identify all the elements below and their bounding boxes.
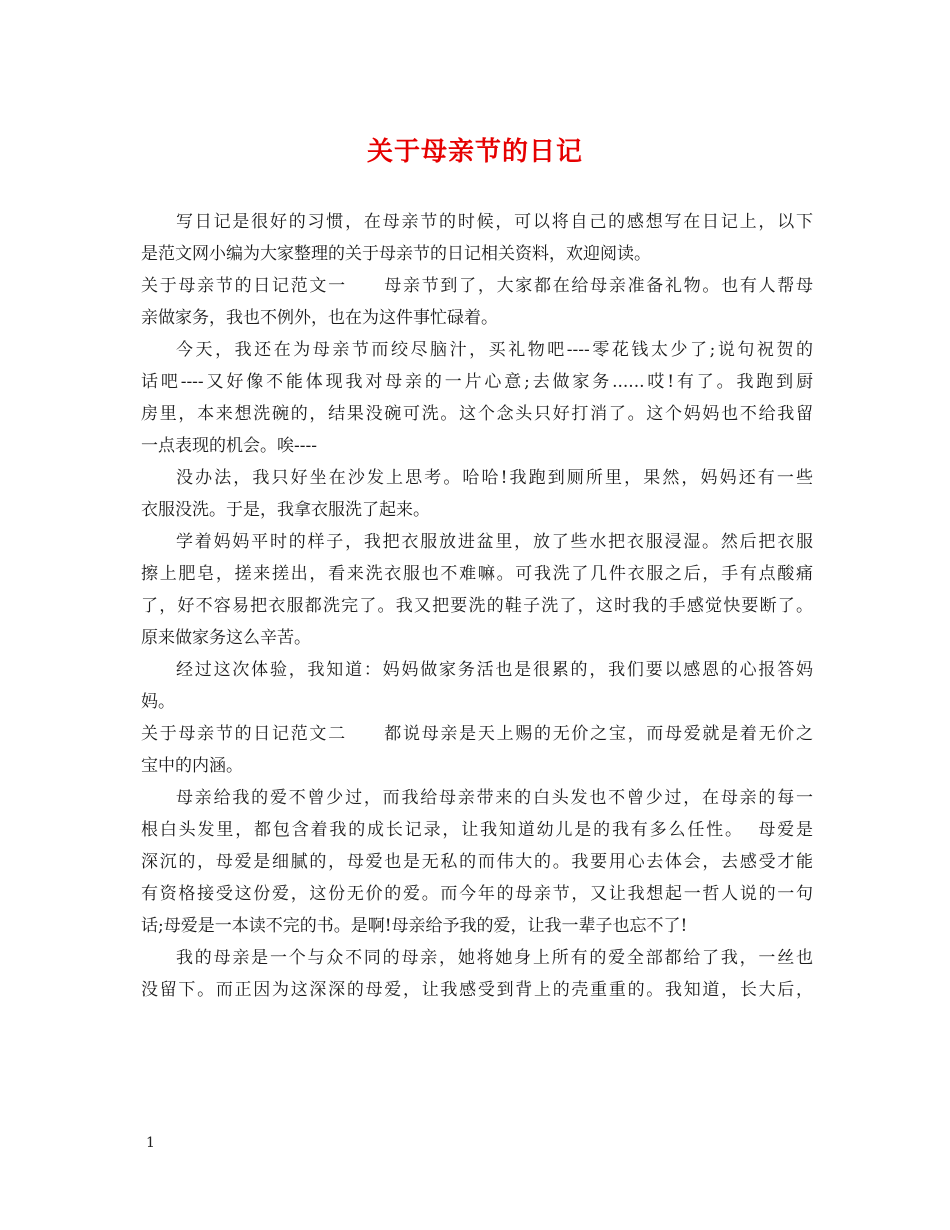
text-line: 学着妈妈平时的样子，我把衣服放进盆里，放了些水把衣服浸湿。然后把衣服 [176, 532, 813, 552]
text-line: 房里，本来想洗碗的，结果没碗可洗。这个念头只好打消了。这个妈妈也不给我留 [141, 404, 813, 424]
text-line: 根白头发里，都包含着我的成长记录，让我知道幼儿是的我有多么任性。 母爱是 [141, 820, 813, 840]
text-line: 宝中的内涵。 [141, 756, 243, 776]
text-line: 经过这次体验，我知道：妈妈做家务活也是很累的，我们要以感恩的心报答妈 [176, 660, 813, 680]
text-line: 没留下。而正因为这深深的母爱，让我感受到背上的壳重重的。我知道，长大后， [141, 980, 813, 1000]
text-line: 我的母亲是一个与众不同的母亲，她将她身上所有的爱全部都给了我，一丝也 [176, 948, 813, 968]
text-line: 亲做家务，我也不例外，也在为这件事忙碌着。 [141, 308, 498, 328]
text-line: 关于母亲节的日记范文二 都说母亲是天上赐的无价之宝，而母爱就是着无价之 [141, 724, 813, 744]
text-line: 话吧----又好像不能体现我对母亲的一片心意;去做家务......哎!有了。我跑到厨 [141, 372, 813, 392]
text-line: 关于母亲节的日记范文一 母亲节到了，大家都在给母亲准备礼物。也有人帮母 [141, 276, 813, 296]
text-line: 话;母爱是一本读不完的书。是啊!母亲给予我的爱，让我一辈子也忘不了! [141, 916, 688, 936]
text-line: 妈。 [141, 692, 175, 712]
text-line: 一点表现的机会。唉---- [141, 436, 317, 456]
text-line: 了，好不容易把衣服都洗完了。我又把要洗的鞋子洗了，这时我的手感觉快要断了。 [141, 596, 813, 616]
document-body [141, 206, 813, 1006]
document-title: 关于母亲节的日记 [366, 137, 583, 167]
text-line: 写日记是很好的习惯，在母亲节的时候，可以将自己的感想写在日记上，以下 [176, 212, 813, 232]
text-line: 原来做家务这么辛苦。 [141, 628, 311, 648]
text-line: 衣服没洗。于是，我拿衣服洗了起来。 [141, 500, 430, 520]
text-line: 今天，我还在为母亲节而绞尽脑汁，买礼物吧----零花钱太少了;说句祝贺的 [176, 340, 813, 360]
text-line: 有资格接受这份爱，这份无价的爱。而今年的母亲节，又让我想起一哲人说的一句 [141, 884, 813, 904]
text-line: 没办法，我只好坐在沙发上思考。哈哈!我跑到厕所里，果然，妈妈还有一些 [176, 468, 813, 488]
page-number: 1 [146, 1135, 155, 1151]
text-line: 擦上肥皂，搓来搓出，看来洗衣服也不难嘛。可我洗了几件衣服之后，手有点酸痛 [141, 564, 813, 584]
text-line: 母亲给我的爱不曾少过，而我给母亲带来的白头发也不曾少过，在母亲的每一 [176, 788, 813, 808]
text-line: 深沉的，母爱是细腻的，母爱也是无私的而伟大的。我要用心去体会，去感受才能 [141, 852, 813, 872]
text-line: 是范文网小编为大家整理的关于母亲节的日记相关资料，欢迎阅读。 [141, 244, 651, 264]
